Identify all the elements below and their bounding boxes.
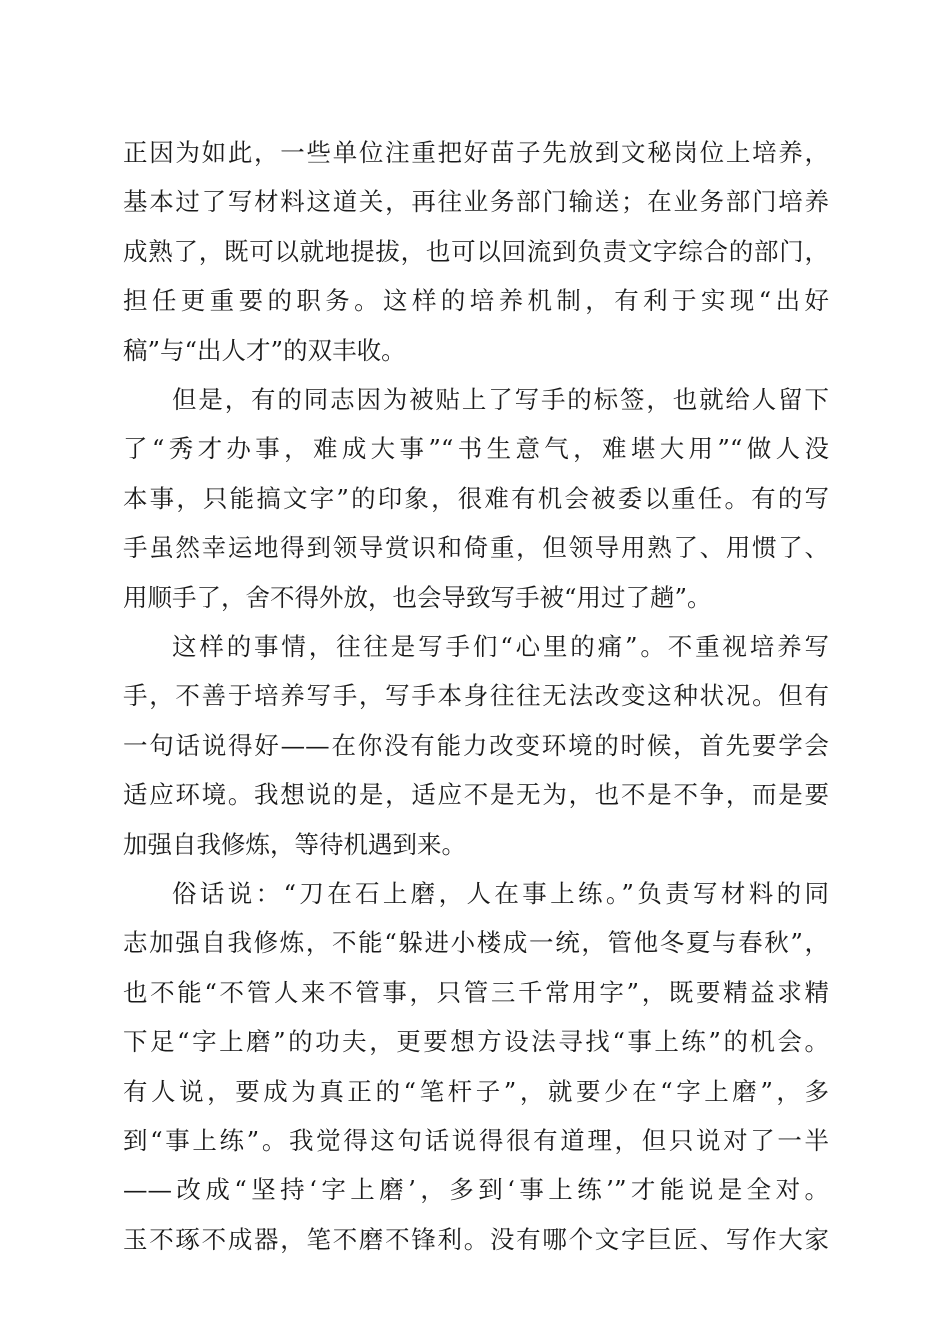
text-line: 稿”与“出人才”的双丰收。 — [123, 335, 406, 365]
paragraph-first-line: 但是，有的同志因为被贴上了写手的标签，也就给人留下 — [172, 385, 829, 414]
text-line: 正因为如此，一些单位注重把好苗子先放到文秘岗位上培养， — [123, 138, 829, 167]
paragraph-first-line: 俗话说：“刀在石上磨，人在事上练。”负责写材料的同 — [172, 879, 829, 908]
text-line: 加强自我修炼，等待机遇到来。 — [123, 829, 466, 859]
text-line: 到“事上练”。我觉得这句话说得很有道理，但只说对了一半 — [123, 1126, 829, 1155]
text-line: 有人说，要成为真正的“笔杆子”，就要少在“字上磨”，多 — [123, 1076, 829, 1106]
text-line: ——改成“坚持‘字上磨’，多到‘事上练’”才能说是全对。 — [123, 1175, 829, 1205]
text-line: 玉不琢不成器，笔不磨不锋利。没有哪个文字巨匠、写作大家 — [123, 1224, 829, 1254]
text-line: 志加强自我修炼，不能“躲进小楼成一统，管他冬夏与春秋”， — [123, 928, 829, 958]
paragraph-first-line: 这样的事情，往往是写手们“心里的痛”。不重视培养写 — [172, 632, 829, 661]
text-line: 担任更重要的职务。这样的培养机制，有利于实现“出好 — [123, 286, 829, 316]
text-line: 了“秀才办事，难成大事”“书生意气，难堪大用”“做人没 — [123, 434, 829, 464]
text-line: 用顺手了，舍不得外放，也会导致写手被“用过了趟”。 — [123, 582, 712, 612]
text-line: 下足“字上磨”的功夫，更要想方设法寻找“事上练”的机会。 — [123, 1027, 829, 1057]
text-line: 也不能“不管人来不管事，只管三千常用字”，既要精益求精 — [123, 977, 829, 1007]
text-line: 成熟了，既可以就地提拔，也可以回流到负责文字综合的部门， — [123, 236, 829, 266]
text-line: 本事，只能搞文字”的印象，很难有机会被委以重任。有的写 — [123, 483, 829, 513]
text-line: 手虽然幸运地得到领导赏识和倚重，但领导用熟了、用惯了、 — [123, 533, 829, 563]
text-line: 手，不善于培养写手，写手本身往往无法改变这种状况。但有 — [123, 681, 829, 711]
text-line: 一句话说得好——在你没有能力改变环境的时候，首先要学会 — [123, 730, 829, 760]
text-line: 适应环境。我想说的是，适应不是无为，也不是不争，而是要 — [123, 780, 829, 810]
text-line: 基本过了写材料这道关，再往业务部门输送；在业务部门培养 — [123, 187, 829, 217]
